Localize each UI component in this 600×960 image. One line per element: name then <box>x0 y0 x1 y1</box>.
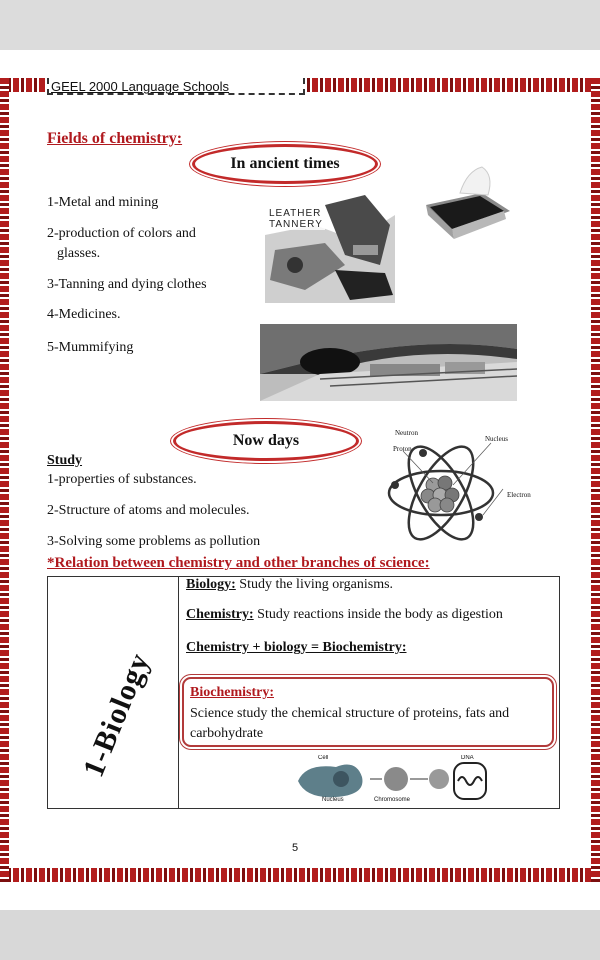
nucleus-diagram-label: Nucleus <box>322 797 344 803</box>
ancient-item-2-cont: glasses. <box>57 246 101 261</box>
viewer-top-bar <box>0 0 600 50</box>
study-label: Study <box>47 453 83 468</box>
bottom-border-decoration <box>0 868 600 882</box>
viewer-bottom-bar <box>0 910 600 960</box>
cell-label: Cell <box>318 755 329 761</box>
biology-table <box>47 576 560 809</box>
school-name-header: GEEL 2000 Language Schools <box>47 78 305 95</box>
now-item-3: 3-Solving some problems as pollution <box>47 534 261 549</box>
biology-definition: Biology: Study the living organisms. <box>186 577 394 592</box>
ancient-item-5: 5-Mummifying <box>47 340 134 355</box>
fields-title: Fields of chemistry: <box>47 130 183 147</box>
electron-label: Electron <box>507 491 531 499</box>
ancient-times-heading: In ancient times <box>192 144 378 184</box>
tannery-label: LEATHER TANNERY <box>269 208 323 230</box>
now-days-heading: Now days <box>173 421 359 461</box>
leather-tannery-image <box>265 195 395 303</box>
neutron-label: Neutron <box>395 429 418 437</box>
mining-tunnel-image <box>260 324 517 401</box>
biology-side-label: 1-Biology <box>76 648 157 782</box>
now-item-1: 1-properties of substances. <box>47 472 197 487</box>
dyeing-pot-image <box>422 163 514 245</box>
chromosome-label: Chromosome <box>374 797 411 803</box>
right-border-decoration <box>591 78 600 882</box>
ancient-item-2: 2-production of colors and <box>47 226 196 241</box>
biochemistry-equation: Chemistry + biology = Biochemistry: <box>186 640 407 655</box>
biochemistry-box: Biochemistry: Science study the chemical structure of proteins, fats and carbohydrate <box>182 677 554 747</box>
dna-label: DNA <box>461 755 474 761</box>
table-divider <box>178 577 179 808</box>
relation-heading: *Relation between chemistry and other branches of science: <box>47 555 430 571</box>
ancient-item-3: 3-Tanning and dying clothes <box>47 277 207 292</box>
left-border-decoration <box>0 78 9 882</box>
now-item-2: 2-Structure of atoms and molecules. <box>47 503 250 518</box>
page-number: 5 <box>292 842 299 854</box>
cell-dna-diagram <box>296 755 491 805</box>
atom-diagram <box>383 425 545 562</box>
ancient-item-1: 1-Metal and mining <box>47 195 159 210</box>
nucleus-label: Nucleus <box>485 435 508 443</box>
proton-label: Proton <box>393 445 412 453</box>
chemistry-definition: Chemistry: Study reactions inside the body as digestion <box>186 607 503 622</box>
ancient-item-4: 4-Medicines. <box>47 307 121 322</box>
